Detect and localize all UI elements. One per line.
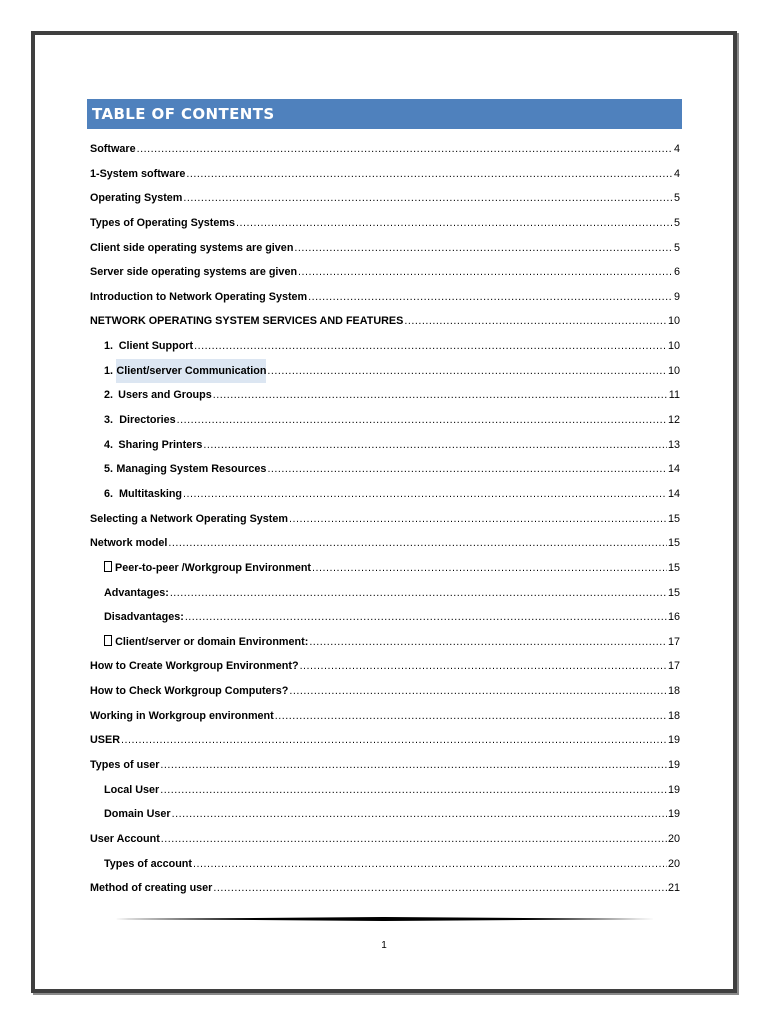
- toc-entry[interactable]: [90, 211, 680, 236]
- toc-entry-text: Types of Operating Systems: [90, 216, 235, 229]
- dot-leader: [186, 162, 673, 187]
- dot-leader: [161, 827, 667, 852]
- toc-page-number: 4: [673, 143, 680, 155]
- toc-entry-text: Multitasking: [119, 487, 183, 500]
- toc-page-number: 6: [673, 266, 680, 279]
- dot-leader: [203, 433, 667, 458]
- toc-entry-text: Selecting a Network Operating System: [90, 512, 289, 525]
- toc-entry[interactable]: [90, 334, 680, 359]
- toc-entry-text: Network model: [90, 537, 168, 550]
- toc-entry[interactable]: [90, 408, 680, 433]
- dot-leader: [404, 309, 667, 334]
- toc-page-number: 11: [668, 389, 680, 402]
- toc-entry-text: Disadvantages:: [104, 611, 184, 624]
- toc-entry[interactable]: [90, 605, 680, 630]
- toc-entry[interactable]: [90, 186, 680, 211]
- toc-page-number: 12: [667, 414, 680, 427]
- toc-entry-text: Working in Workgroup environment: [90, 709, 274, 722]
- document-frame: [31, 31, 737, 993]
- toc-entry[interactable]: [90, 507, 680, 532]
- toc-entry[interactable]: [90, 852, 680, 877]
- toc-entry[interactable]: [90, 162, 680, 187]
- toc-page-number: 15: [667, 586, 680, 599]
- toc-page-number: 5: [673, 192, 680, 205]
- dot-leader: [172, 802, 667, 827]
- toc-entry[interactable]: [90, 236, 680, 261]
- toc-entry-text-selected: Client/server Communication: [116, 359, 266, 384]
- document-page: [35, 35, 733, 989]
- toc-entry-text: Software: [90, 143, 136, 155]
- page-number: 1: [381, 940, 387, 951]
- dot-leader: [177, 408, 667, 433]
- toc-page-number: 18: [667, 709, 680, 722]
- dot-leader: [194, 334, 667, 359]
- toc-entry[interactable]: [90, 359, 680, 384]
- dot-leader: [289, 507, 667, 532]
- dot-leader: [183, 186, 673, 211]
- toc-page-number: 10: [667, 364, 680, 377]
- toc-entry-number: 2.: [104, 389, 114, 402]
- toc-entry-text: Domain User: [104, 808, 171, 821]
- toc-entry-text: Sharing Printers: [118, 438, 203, 451]
- toc-page-number: 9: [673, 290, 680, 303]
- toc-entry[interactable]: [90, 433, 680, 458]
- dot-leader: [183, 482, 667, 507]
- toc-entry[interactable]: [90, 654, 680, 679]
- dot-leader: [213, 383, 668, 408]
- toc-page-number: 14: [667, 463, 680, 476]
- dot-leader: [300, 654, 667, 679]
- dot-leader: [121, 728, 667, 753]
- toc-page-number: 10: [667, 340, 680, 353]
- dot-leader: [308, 285, 673, 310]
- dot-leader: [298, 260, 673, 285]
- toc-page-number: 19: [667, 759, 680, 772]
- dot-leader: [160, 753, 667, 778]
- dot-leader: [309, 630, 667, 655]
- toc-entry-text: Users and Groups: [118, 389, 212, 402]
- toc-entry[interactable]: [90, 285, 680, 310]
- dot-leader: [193, 852, 667, 877]
- dot-leader: [312, 556, 667, 581]
- dot-leader: [236, 211, 673, 236]
- toc-entry-text: Types of user: [90, 759, 160, 772]
- toc-page-number: 10: [667, 315, 680, 328]
- dot-leader: [294, 236, 673, 261]
- toc-entry-number: 6.: [104, 487, 114, 500]
- toc-page-number: 15: [667, 561, 680, 574]
- toc-entry-text: How to Check Workgroup Computers?: [90, 685, 289, 698]
- toc-entry-text: Directories: [119, 414, 176, 427]
- toc-entry[interactable]: [90, 309, 680, 334]
- toc-page-number: 19: [667, 734, 680, 747]
- toc-entry-number: 5.: [104, 463, 114, 476]
- toc-page-number: 4: [673, 167, 680, 180]
- toc-page-number: 13: [667, 438, 680, 451]
- toc-entry-text: Operating System: [90, 192, 183, 205]
- toc-title: TABLE OF CONTENTS: [87, 99, 682, 129]
- toc-entry[interactable]: [90, 457, 680, 482]
- dot-leader: [185, 605, 667, 630]
- toc-entry-text: Local User: [104, 783, 160, 796]
- toc-entry-number: 1.: [104, 364, 114, 377]
- toc-entry[interactable]: [90, 260, 680, 285]
- toc-entry[interactable]: [90, 482, 680, 507]
- toc-entry-number: 1.: [104, 340, 114, 353]
- toc-entry-text: How to Create Workgroup Environment?: [90, 660, 299, 673]
- toc-entry-text: Client side operating systems are given: [90, 241, 294, 254]
- dot-leader: [267, 359, 667, 384]
- toc-entry-text: Peer-to-peer /Workgroup Environment: [115, 561, 312, 574]
- footer-divider: [115, 917, 655, 921]
- bullet-box-icon: [104, 556, 115, 581]
- dot-leader: [160, 778, 667, 803]
- toc-entry[interactable]: [90, 383, 680, 408]
- dot-leader: [267, 457, 667, 482]
- toc-page-number: 20: [667, 832, 680, 845]
- toc-page-number: 20: [667, 857, 680, 870]
- toc-entry-number: 4.: [104, 438, 114, 451]
- toc-entry-text: User Account: [90, 832, 160, 845]
- toc-entry-text: Types of account: [104, 857, 192, 870]
- toc-list: [90, 137, 680, 901]
- toc-entry-text: Managing System Resources: [116, 463, 267, 476]
- dot-leader: [275, 704, 667, 729]
- toc-entry[interactable]: [90, 581, 680, 606]
- toc-page-number: 15: [667, 537, 680, 550]
- toc-page-number: 19: [667, 783, 680, 796]
- dot-leader: [168, 531, 667, 556]
- toc-page-number: 5: [673, 241, 680, 254]
- toc-entry[interactable]: [90, 728, 680, 753]
- toc-entry[interactable]: [90, 827, 680, 852]
- toc-entry[interactable]: [90, 531, 680, 556]
- toc-entry-text: Client Support: [118, 340, 194, 353]
- toc-entry[interactable]: [90, 876, 680, 901]
- dot-leader: [289, 679, 667, 704]
- toc-entry-text: USER: [90, 734, 120, 747]
- dot-leader: [213, 876, 667, 901]
- toc-entry-text: Server side operating systems are given: [90, 266, 298, 279]
- toc-entry-text: Client/server or domain Environment:: [115, 635, 309, 648]
- bullet-box-icon: [104, 630, 115, 655]
- toc-entry[interactable]: [90, 802, 680, 827]
- toc-entry[interactable]: [90, 704, 680, 729]
- toc-page-number: 14: [667, 487, 680, 500]
- toc-page-number: 5: [673, 216, 680, 229]
- toc-entry-number: 3.: [104, 414, 114, 427]
- toc-page-number: 15: [667, 512, 680, 525]
- toc-page-number: 17: [667, 635, 680, 648]
- toc-entry-text: Advantages:: [104, 586, 169, 599]
- toc-page-number: 16: [667, 611, 680, 624]
- toc-entry[interactable]: [90, 679, 680, 704]
- toc-entry[interactable]: [90, 778, 680, 803]
- dot-leader: [170, 581, 667, 606]
- toc-page-number: 17: [667, 660, 680, 673]
- dot-leader: [137, 137, 673, 162]
- toc-entry[interactable]: [90, 630, 680, 655]
- toc-page-number: 18: [667, 685, 680, 698]
- toc-entry[interactable]: [90, 137, 680, 162]
- toc-page-number: 19: [667, 808, 680, 821]
- toc-page-number: 21: [667, 882, 680, 895]
- toc-entry-text: NETWORK OPERATING SYSTEM SERVICES AND FEATURES: [90, 315, 404, 328]
- toc-entry[interactable]: [90, 753, 680, 778]
- toc-entry-text: Method of creating user: [90, 882, 213, 895]
- toc-entry-text: Introduction to Network Operating System: [90, 290, 308, 303]
- toc-entry[interactable]: [90, 556, 680, 581]
- toc-entry-text: 1-System software: [90, 167, 186, 180]
